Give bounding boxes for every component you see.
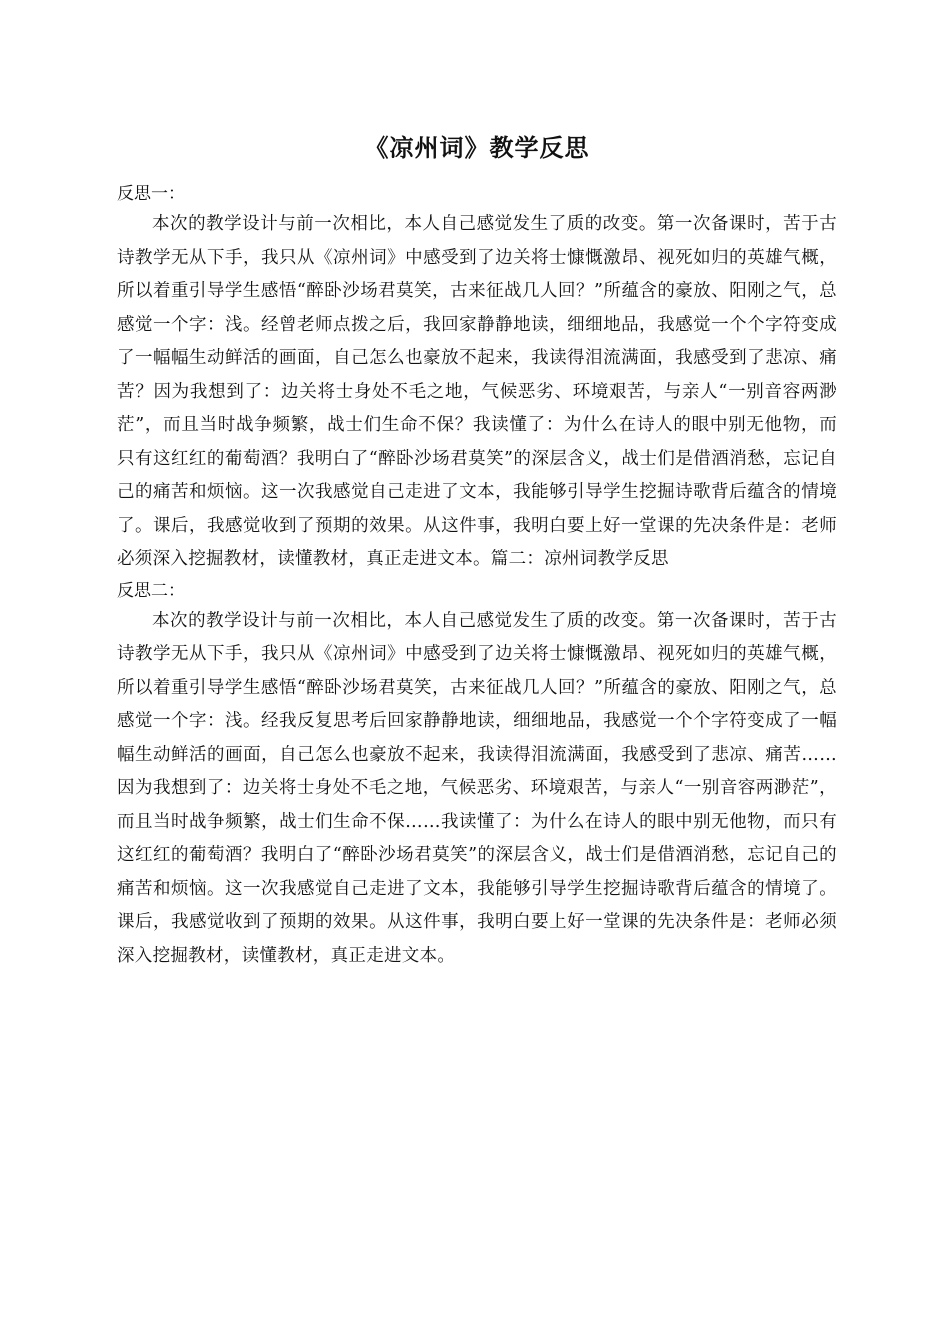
reflection-section-2: [117, 577, 837, 974]
section-paragraph: 本次的教学设计与前一次相比，本人自己感觉发生了质的改变。第一次备课时，苦于古诗教学无从下手，我只从《凉州词》中感受到了边关将士慷慨激昂、视死如归的英雄气概，所以着重引导学生感悟“醉卧沙场君莫笑，古来征战几人回？”所蕴含的豪放、阳刚之气，总感觉一个字：浅。经曾老师点拨之后，我回家静静地读，细细地品，我感觉一个个字符变成了一幅幅生动鲜活的画面，自己怎么也豪放不起来，我读得泪流满面，我感受到了悲凉、痛苦？因为我想到了：边关将士身处不毛之地，气候恶劣、环境艰苦，与亲人“一别音容两渺茫”，而且当时战争频繁，战士们生命不保？我读懂了：为什么在诗人的眼中别无他物，而只有这红红的葡萄酒？我明白了“醉卧沙场君莫笑”的深层含义，战士们是借酒消愁，忘记自己的痛苦和烦恼。这一次我感觉自己走进了文本，我能够引导学生挖掘诗歌背后蕴含的情境了。课后，我感觉收到了预期的效果。从这件事，我明白要上好一堂课的先决条件是：老师必须深入挖掘教材，读懂教材，真正走进文本。篇二：凉州词教学反思: [117, 214, 837, 569]
section-heading: 反思一：: [117, 184, 185, 204]
reflection-section-1: [117, 180, 837, 577]
section-heading: 反思二：: [117, 580, 185, 601]
section-paragraph: 本次的教学设计与前一次相比，本人自己感觉发生了质的改变。第一次备课时，苦于古诗教学无从下手，我只从《凉州词》中感受到了边关将士慷慨激昂、视死如归的英雄气概，所以着重引导学生感悟“醉卧沙场君莫笑，古来征战几人回？”所蕴含的豪放、阳刚之气，总感觉一个字：浅。经我反复思考后回家静静地读，细细地品，我感觉一个个字符变成了一幅幅生动鲜活的画面，自己怎么也豪放不起来，我读得泪流满面，我感受到了悲凉、痛苦……因为我想到了：边关将士身处不毛之地，气候恶劣、环境艰苦，与亲人“一别音容两渺茫”，而且当时战争频繁，战士们生命不保……我读懂了：为什么在诗人的眼中别无他物，而只有这红红的葡萄酒？我明白了“醉卧沙场君莫笑”的深层含义，战士们是借酒消愁，忘记自己的痛苦和烦恼。这一次我感觉自己走进了文本，我能够引导学生挖掘诗歌背后蕴含的情境了。课后，我感觉收到了预期的效果。从这件事，我明白要上好一堂课的先决条件是：老师必须深入挖掘教材，读懂教材，真正走进文本。: [117, 610, 837, 966]
document-title: 《凉州词》教学反思: [364, 133, 590, 162]
document-page: [117, 130, 837, 973]
